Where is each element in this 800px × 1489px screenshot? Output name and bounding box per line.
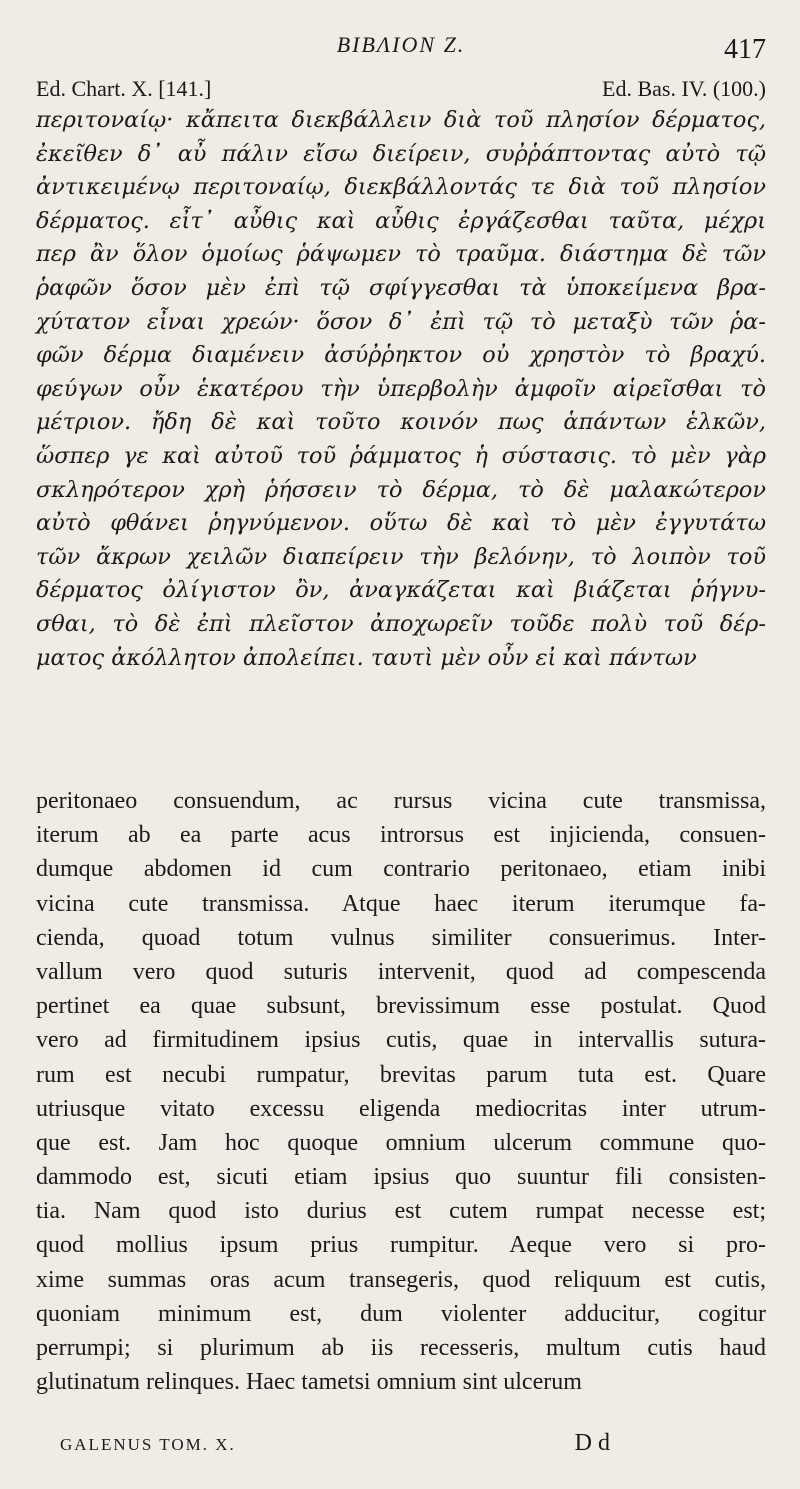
greek-text-line: ἐκεῖθεν δ᾽ αὖ πάλιν εἴσω διείρειν, συῤῥάπτοντας αὐτὸ τῷ [36,140,766,167]
latin-text-line: iterum ab ea parte acus introrsus est injicienda, consuen- [36,822,766,849]
greek-text-line: χύτατον εἶναι χρεών· ὅσον δ᾽ ἐπὶ τῷ τὸ μεταξὺ τῶν ῥα- [36,308,766,335]
greek-text-line: αὐτὸ φθάνει ῥηγνύμενον. οὕτω δὲ καὶ τὸ μὲν ἐγγυτάτω [36,510,766,537]
greek-text-line: μέτριον. ἤδη δὲ καὶ τοῦτο κοινόν πως ἁπάντων ἑλκῶν, [36,409,766,436]
latin-text-line: quoniam minimum est, dum violenter adducitur, cogitur [36,1300,766,1327]
footer-gathering-mark: D d [574,1430,610,1456]
greek-text-line: φῶν δέρμα διαμένειν ἀσύῤῥηκτον οὐ χρηστὸν τὸ βραχύ. [36,342,766,369]
greek-text-block [36,104,766,675]
greek-text-line: ὥσπερ γε καὶ αὐτοῦ τοῦ ῥάμματος ἡ σύστασις. τὸ μὲν γὰρ [36,442,766,469]
latin-text-line: vero ad firmitudinem ipsius cutis, quae in intervallis sutura- [36,1027,766,1054]
footer-signature: GALENUS TOM. X. [60,1435,236,1454]
greek-text-line: σθαι, τὸ δὲ ἐπὶ πλεῖστον ἀποχωρεῖν τοῦδε πολὺ τοῦ δέρ- [36,610,766,637]
latin-text-line: xime summas oras acum transegeris, quod reliquum est cutis, [36,1266,766,1293]
greek-text-line: φεύγων οὖν ἑκατέρου τὴν ὑπερβολὴν ἀμφοῖν αἱρεῖσθαι τὸ [36,375,766,402]
running-header [36,30,766,70]
page-number: 417 [724,34,766,65]
latin-text-line: utriusque vitato excessu eligenda mediocritas inter utrum- [36,1095,766,1122]
latin-text-line: vallum vero quod suturis intervenit, quod ad compescenda [36,958,766,985]
greek-text-line: ἀντικειμένῳ περιτοναίῳ, διεκβάλλοντάς τε διὰ τοῦ πλησίον [36,174,766,201]
running-title: ΒΙΒΛΙΟΝ Ζ. [336,32,466,57]
greek-text-line: ματος ἀκόλλητον ἀπολείπει. ταυτὶ μὲν οὖν εἰ καὶ πάντων [36,644,697,671]
edition-chartier-reference: Ed. Chart. X. [141.] [36,76,212,101]
latin-text-line: peritonaeo consuendum, ac rursus vicina cute transmissa, [36,788,766,814]
greek-text-line: σκληρότερον χρὴ ῥήσσειν τὸ δέρμα, τὸ δὲ μαλακώτερον [36,476,766,503]
greek-text-line: ῥαφῶν ὅσον μὲν ἐπὶ τῷ σφίγγεσθαι τὰ ὑποκείμενα βρα- [36,274,766,301]
latin-text-line: dammodo est, sicuti etiam ipsius quo suuntur fili consisten- [36,1164,766,1191]
latin-text-line: tia. Nam quod isto durius est cutem rumpat necesse est; [36,1198,766,1225]
page-footer [60,1430,610,1457]
latin-text-line: cienda, quoad totum vulnus similiter consuerimus. Inter- [36,924,766,951]
greek-text-line: τῶν ἄκρων χειλῶν διαπείρειν τὴν βελόνην, τὸ λοιπὸν τοῦ [36,543,766,570]
greek-text-line: δέρματος. εἶτ᾽ αὖθις καὶ αὖθις ἐργάζεσθαι ταῦτα, μέχρι [36,207,766,234]
greek-text-line: περ ἂν ὅλον ὁμοίως ῥάψωμεν τὸ τραῦμα. διάστημα δὲ τῶν [36,241,766,268]
greek-text-line: δέρματος ὀλίγιστον ὂν, ἀναγκάζεται καὶ βιάζεται ῥήγνυ- [36,577,766,604]
latin-text-block [36,784,766,1399]
latin-text-line: dumque abdomen id cum contrario peritonaeo, etiam inibi [36,856,766,883]
latin-text-line: quod mollius ipsum prius rumpitur. Aeque vero si pro- [36,1232,766,1259]
latin-text-line: que est. Jam hoc quoque omnium ulcerum commune quo- [36,1129,766,1156]
latin-text-line: glutinatum relinques. Haec tametsi omnium sint ulcerum [36,1369,582,1396]
edition-reference-line [36,76,766,102]
latin-text-line: pertinet ea quae subsunt, brevissimum esse postulat. Quod [36,993,766,1020]
latin-text-line: rum est necubi rumpatur, brevitas parum tuta est. Quare [36,1061,766,1088]
latin-text-line: perrumpi; si plurimum ab iis recesseris, multum cutis haud [36,1335,766,1361]
greek-text-line: περιτοναίῳ· κἄπειτα διεκβάλλειν διὰ τοῦ πλησίον δέρματος, [36,107,766,133]
latin-text-line: vicina cute transmissa. Atque haec iterum iterumque fa- [36,890,766,917]
edition-basel-reference: Ed. Bas. IV. (100.) [602,76,766,101]
